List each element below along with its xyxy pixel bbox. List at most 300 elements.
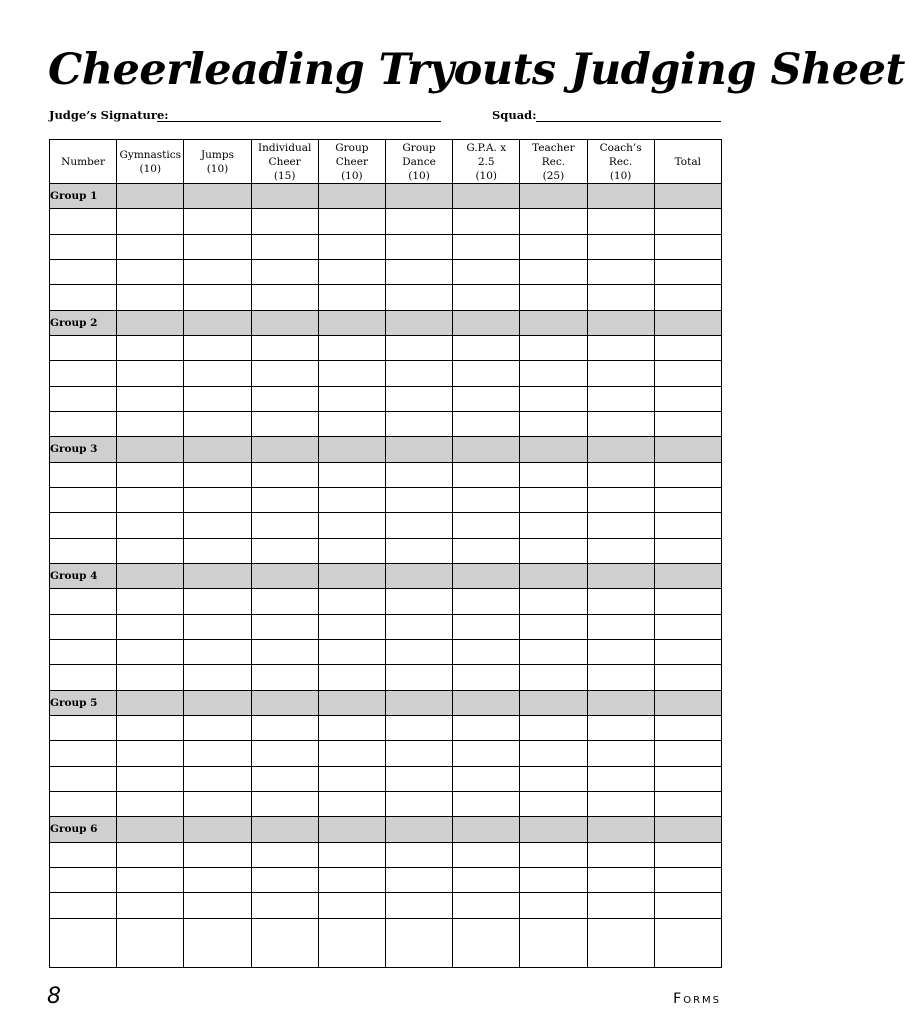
score-cell[interactable] — [184, 361, 251, 386]
group-header-cell — [318, 184, 385, 209]
score-cell[interactable] — [50, 918, 117, 967]
score-cell[interactable] — [520, 766, 587, 791]
score-cell[interactable] — [453, 589, 520, 614]
score-cell[interactable] — [50, 386, 117, 411]
score-cell[interactable] — [385, 361, 452, 386]
group-header-cell — [117, 563, 184, 588]
score-cell[interactable] — [251, 462, 318, 487]
score-cell[interactable] — [520, 411, 587, 436]
score-cell[interactable] — [184, 513, 251, 538]
score-cell[interactable] — [453, 842, 520, 867]
group-header-cell — [251, 310, 318, 335]
score-cell[interactable] — [251, 918, 318, 967]
group-header-cell — [385, 437, 452, 462]
score-cell[interactable] — [318, 893, 385, 918]
score-cell[interactable] — [654, 513, 721, 538]
score-cell[interactable] — [50, 234, 117, 259]
score-cell[interactable] — [453, 741, 520, 766]
score-cell[interactable] — [184, 842, 251, 867]
group-header-row — [50, 310, 722, 335]
score-cell[interactable] — [184, 285, 251, 310]
score-cell[interactable] — [318, 361, 385, 386]
score-cell[interactable] — [117, 842, 184, 867]
score-cell[interactable] — [184, 538, 251, 563]
score-cell[interactable] — [251, 665, 318, 690]
score-cell[interactable] — [587, 538, 654, 563]
group-header-cell — [385, 817, 452, 842]
score-cell[interactable] — [587, 589, 654, 614]
score-cell[interactable] — [453, 361, 520, 386]
score-cell[interactable] — [587, 487, 654, 512]
score-cell[interactable] — [453, 513, 520, 538]
score-cell[interactable] — [184, 209, 251, 234]
score-cell[interactable] — [520, 791, 587, 816]
score-cell[interactable] — [184, 741, 251, 766]
score-cell[interactable] — [117, 209, 184, 234]
table-body — [50, 184, 722, 968]
group-header-cell — [184, 184, 251, 209]
score-cell[interactable] — [385, 614, 452, 639]
group-header-cell — [587, 563, 654, 588]
score-cell[interactable] — [318, 462, 385, 487]
score-cell[interactable] — [184, 893, 251, 918]
score-cell[interactable] — [520, 285, 587, 310]
score-cell[interactable] — [520, 487, 587, 512]
group-header-cell — [385, 184, 452, 209]
score-cell[interactable] — [385, 234, 452, 259]
score-cell[interactable] — [654, 715, 721, 740]
score-cell[interactable] — [385, 411, 452, 436]
score-cell[interactable] — [587, 614, 654, 639]
score-row — [50, 209, 722, 234]
score-cell[interactable] — [453, 867, 520, 892]
score-cell[interactable] — [453, 791, 520, 816]
score-cell[interactable] — [184, 589, 251, 614]
score-cell[interactable] — [385, 285, 452, 310]
score-cell[interactable] — [117, 867, 184, 892]
score-row — [50, 639, 722, 664]
score-cell[interactable] — [184, 487, 251, 512]
score-cell[interactable] — [385, 791, 452, 816]
score-cell[interactable] — [184, 335, 251, 360]
score-cell[interactable] — [587, 842, 654, 867]
score-cell[interactable] — [587, 791, 654, 816]
score-cell[interactable] — [453, 715, 520, 740]
score-cell[interactable] — [520, 614, 587, 639]
score-cell[interactable] — [453, 209, 520, 234]
score-cell[interactable] — [587, 462, 654, 487]
score-cell[interactable] — [251, 234, 318, 259]
score-cell[interactable] — [385, 766, 452, 791]
score-cell[interactable] — [654, 791, 721, 816]
score-cell[interactable] — [117, 386, 184, 411]
score-cell[interactable] — [117, 766, 184, 791]
score-cell[interactable] — [385, 715, 452, 740]
score-cell[interactable] — [184, 715, 251, 740]
score-cell[interactable] — [251, 589, 318, 614]
score-cell[interactable] — [385, 842, 452, 867]
score-cell[interactable] — [654, 867, 721, 892]
score-row — [50, 918, 722, 967]
score-cell[interactable] — [520, 589, 587, 614]
score-cell[interactable] — [654, 209, 721, 234]
score-cell[interactable] — [50, 259, 117, 284]
score-cell[interactable] — [520, 538, 587, 563]
score-cell[interactable] — [184, 791, 251, 816]
score-cell[interactable] — [50, 741, 117, 766]
score-cell[interactable] — [453, 487, 520, 512]
score-cell[interactable] — [184, 918, 251, 967]
score-cell[interactable] — [587, 285, 654, 310]
score-cell[interactable] — [385, 209, 452, 234]
score-cell[interactable] — [50, 411, 117, 436]
score-cell[interactable] — [385, 513, 452, 538]
score-cell[interactable] — [318, 842, 385, 867]
score-cell[interactable] — [587, 766, 654, 791]
score-cell[interactable] — [385, 665, 452, 690]
score-cell[interactable] — [520, 842, 587, 867]
column-header-number: Number — [50, 140, 117, 184]
score-cell[interactable] — [654, 589, 721, 614]
score-cell[interactable] — [654, 361, 721, 386]
score-cell[interactable] — [520, 741, 587, 766]
score-cell[interactable] — [251, 335, 318, 360]
score-cell[interactable] — [117, 335, 184, 360]
score-cell[interactable] — [251, 867, 318, 892]
group-label: Group 2 — [50, 310, 117, 335]
score-cell[interactable] — [318, 513, 385, 538]
score-cell[interactable] — [117, 918, 184, 967]
score-cell[interactable] — [520, 639, 587, 664]
score-cell[interactable] — [453, 411, 520, 436]
score-cell[interactable] — [50, 589, 117, 614]
score-row — [50, 614, 722, 639]
score-cell[interactable] — [654, 411, 721, 436]
score-row — [50, 867, 722, 892]
group-header-cell — [453, 437, 520, 462]
score-cell[interactable] — [50, 513, 117, 538]
score-cell[interactable] — [318, 209, 385, 234]
score-cell[interactable] — [385, 893, 452, 918]
score-cell[interactable] — [520, 715, 587, 740]
score-cell[interactable] — [117, 639, 184, 664]
score-cell[interactable] — [117, 715, 184, 740]
score-row — [50, 513, 722, 538]
score-cell[interactable] — [318, 741, 385, 766]
score-cell[interactable] — [385, 487, 452, 512]
score-cell[interactable] — [520, 918, 587, 967]
score-cell[interactable] — [50, 791, 117, 816]
score-cell[interactable] — [117, 361, 184, 386]
score-cell[interactable] — [251, 639, 318, 664]
score-cell[interactable] — [251, 209, 318, 234]
score-cell[interactable] — [251, 386, 318, 411]
column-header-gpa: G.P.A. x 2.5 (10) — [453, 140, 520, 184]
score-cell[interactable] — [587, 741, 654, 766]
score-cell[interactable] — [385, 918, 452, 967]
score-cell[interactable] — [251, 893, 318, 918]
score-cell[interactable] — [251, 538, 318, 563]
group-header-cell — [520, 563, 587, 588]
score-cell[interactable] — [251, 513, 318, 538]
score-cell[interactable] — [587, 386, 654, 411]
score-cell[interactable] — [587, 209, 654, 234]
group-header-cell — [251, 563, 318, 588]
score-cell[interactable] — [50, 462, 117, 487]
score-cell[interactable] — [654, 665, 721, 690]
score-cell[interactable] — [587, 715, 654, 740]
score-cell[interactable] — [654, 487, 721, 512]
score-row — [50, 893, 722, 918]
group-header-cell — [251, 184, 318, 209]
score-cell[interactable] — [318, 411, 385, 436]
group-label: Group 6 — [50, 817, 117, 842]
score-cell[interactable] — [587, 513, 654, 538]
group-header-cell — [117, 690, 184, 715]
group-header-cell — [184, 563, 251, 588]
score-cell[interactable] — [184, 462, 251, 487]
score-cell[interactable] — [453, 462, 520, 487]
judging-table — [49, 139, 722, 968]
score-cell[interactable] — [251, 285, 318, 310]
score-cell[interactable] — [50, 335, 117, 360]
score-cell[interactable] — [453, 665, 520, 690]
score-cell[interactable] — [251, 411, 318, 436]
score-cell[interactable] — [654, 842, 721, 867]
score-cell[interactable] — [385, 462, 452, 487]
score-cell[interactable] — [251, 766, 318, 791]
score-cell[interactable] — [385, 335, 452, 360]
score-cell[interactable] — [587, 259, 654, 284]
group-header-cell — [318, 817, 385, 842]
score-cell[interactable] — [251, 741, 318, 766]
score-cell[interactable] — [587, 867, 654, 892]
score-cell[interactable] — [654, 462, 721, 487]
group-header-cell — [184, 690, 251, 715]
group-header-cell — [251, 817, 318, 842]
score-cell[interactable] — [453, 614, 520, 639]
score-cell[interactable] — [520, 386, 587, 411]
score-cell[interactable] — [117, 462, 184, 487]
score-cell[interactable] — [50, 361, 117, 386]
group-header-row — [50, 563, 722, 588]
score-cell[interactable] — [251, 614, 318, 639]
score-cell[interactable] — [117, 538, 184, 563]
score-cell[interactable] — [520, 513, 587, 538]
score-cell[interactable] — [453, 918, 520, 967]
score-cell[interactable] — [184, 766, 251, 791]
score-cell[interactable] — [654, 741, 721, 766]
score-cell[interactable] — [251, 791, 318, 816]
score-cell[interactable] — [184, 867, 251, 892]
score-cell[interactable] — [520, 209, 587, 234]
score-cell[interactable] — [385, 867, 452, 892]
score-row — [50, 665, 722, 690]
score-cell[interactable] — [184, 234, 251, 259]
score-cell[interactable] — [50, 487, 117, 512]
score-cell[interactable] — [50, 614, 117, 639]
score-cell[interactable] — [587, 665, 654, 690]
score-cell[interactable] — [520, 361, 587, 386]
score-cell[interactable] — [453, 639, 520, 664]
score-cell[interactable] — [453, 259, 520, 284]
score-cell[interactable] — [453, 893, 520, 918]
score-cell[interactable] — [117, 259, 184, 284]
score-cell[interactable] — [587, 893, 654, 918]
score-row — [50, 386, 722, 411]
score-cell[interactable] — [654, 639, 721, 664]
score-cell[interactable] — [184, 259, 251, 284]
score-cell[interactable] — [385, 538, 452, 563]
score-cell[interactable] — [318, 766, 385, 791]
score-cell[interactable] — [318, 259, 385, 284]
score-row — [50, 335, 722, 360]
score-cell[interactable] — [184, 386, 251, 411]
score-cell[interactable] — [520, 867, 587, 892]
score-row — [50, 285, 722, 310]
score-cell[interactable] — [654, 285, 721, 310]
score-cell[interactable] — [318, 665, 385, 690]
group-header-row — [50, 817, 722, 842]
score-cell[interactable] — [654, 918, 721, 967]
score-cell[interactable] — [50, 665, 117, 690]
group-header-cell — [654, 184, 721, 209]
score-cell[interactable] — [117, 665, 184, 690]
score-cell[interactable] — [318, 538, 385, 563]
score-cell[interactable] — [318, 285, 385, 310]
score-cell[interactable] — [318, 918, 385, 967]
score-cell[interactable] — [385, 741, 452, 766]
score-cell[interactable] — [587, 335, 654, 360]
column-header-teacher-rec: Teacher Rec. (25) — [520, 140, 587, 184]
score-cell[interactable] — [117, 234, 184, 259]
score-cell[interactable] — [117, 487, 184, 512]
group-header-cell — [520, 690, 587, 715]
score-cell[interactable] — [251, 487, 318, 512]
group-header-cell — [318, 310, 385, 335]
score-cell[interactable] — [117, 513, 184, 538]
score-cell[interactable] — [385, 386, 452, 411]
score-cell[interactable] — [385, 589, 452, 614]
group-header-cell — [453, 690, 520, 715]
score-cell[interactable] — [520, 335, 587, 360]
score-cell[interactable] — [251, 259, 318, 284]
score-cell[interactable] — [318, 487, 385, 512]
score-cell[interactable] — [50, 209, 117, 234]
group-label: Group 4 — [50, 563, 117, 588]
column-header-group-dance: Group Dance (10) — [385, 140, 452, 184]
score-cell[interactable] — [453, 538, 520, 563]
score-cell[interactable] — [184, 614, 251, 639]
score-cell[interactable] — [385, 639, 452, 664]
score-cell[interactable] — [318, 386, 385, 411]
score-cell[interactable] — [587, 639, 654, 664]
score-cell[interactable] — [117, 285, 184, 310]
group-header-cell — [318, 690, 385, 715]
score-cell[interactable] — [318, 791, 385, 816]
score-cell[interactable] — [587, 918, 654, 967]
score-cell[interactable] — [654, 259, 721, 284]
group-header-cell — [184, 817, 251, 842]
score-cell[interactable] — [587, 361, 654, 386]
group-header-row — [50, 690, 722, 715]
judge-signature-line[interactable] — [157, 121, 441, 122]
score-cell[interactable] — [318, 715, 385, 740]
score-cell[interactable] — [50, 538, 117, 563]
score-cell[interactable] — [50, 285, 117, 310]
score-cell[interactable] — [654, 614, 721, 639]
score-cell[interactable] — [251, 361, 318, 386]
score-cell[interactable] — [520, 893, 587, 918]
score-cell[interactable] — [318, 335, 385, 360]
score-cell[interactable] — [117, 411, 184, 436]
score-cell[interactable] — [184, 639, 251, 664]
score-cell[interactable] — [587, 411, 654, 436]
score-cell[interactable] — [117, 589, 184, 614]
score-cell[interactable] — [318, 234, 385, 259]
score-cell[interactable] — [520, 259, 587, 284]
score-cell[interactable] — [117, 614, 184, 639]
group-label: Group 3 — [50, 437, 117, 462]
score-cell[interactable] — [318, 639, 385, 664]
column-header-total: Total — [654, 140, 721, 184]
score-cell[interactable] — [654, 538, 721, 563]
score-cell[interactable] — [50, 766, 117, 791]
score-cell[interactable] — [453, 335, 520, 360]
group-header-cell — [385, 563, 452, 588]
score-cell[interactable] — [50, 715, 117, 740]
score-cell[interactable] — [654, 893, 721, 918]
score-cell[interactable] — [520, 665, 587, 690]
score-cell[interactable] — [385, 259, 452, 284]
column-header-coach-rec: Coach’s Rec. (10) — [587, 140, 654, 184]
score-cell[interactable] — [117, 741, 184, 766]
score-cell[interactable] — [251, 715, 318, 740]
score-cell[interactable] — [654, 766, 721, 791]
score-cell[interactable] — [453, 285, 520, 310]
group-header-cell — [587, 690, 654, 715]
score-cell[interactable] — [117, 893, 184, 918]
score-cell[interactable] — [117, 791, 184, 816]
score-cell[interactable] — [654, 386, 721, 411]
score-cell[interactable] — [184, 411, 251, 436]
score-cell[interactable] — [184, 665, 251, 690]
score-cell[interactable] — [318, 589, 385, 614]
score-cell[interactable] — [318, 614, 385, 639]
group-header-cell — [318, 437, 385, 462]
group-header-cell — [587, 184, 654, 209]
score-cell[interactable] — [654, 234, 721, 259]
score-cell[interactable] — [453, 234, 520, 259]
score-cell[interactable] — [251, 842, 318, 867]
score-row — [50, 741, 722, 766]
score-cell[interactable] — [520, 234, 587, 259]
score-cell[interactable] — [520, 462, 587, 487]
score-cell[interactable] — [50, 867, 117, 892]
group-header-cell — [453, 184, 520, 209]
squad-line[interactable] — [536, 121, 721, 122]
score-cell[interactable] — [50, 893, 117, 918]
score-cell[interactable] — [318, 867, 385, 892]
group-header-cell — [453, 817, 520, 842]
score-cell[interactable] — [654, 335, 721, 360]
score-cell[interactable] — [587, 234, 654, 259]
score-cell[interactable] — [50, 842, 117, 867]
squad-label: Squad: — [492, 108, 537, 122]
score-cell[interactable] — [50, 639, 117, 664]
score-cell[interactable] — [453, 766, 520, 791]
score-cell[interactable] — [453, 386, 520, 411]
